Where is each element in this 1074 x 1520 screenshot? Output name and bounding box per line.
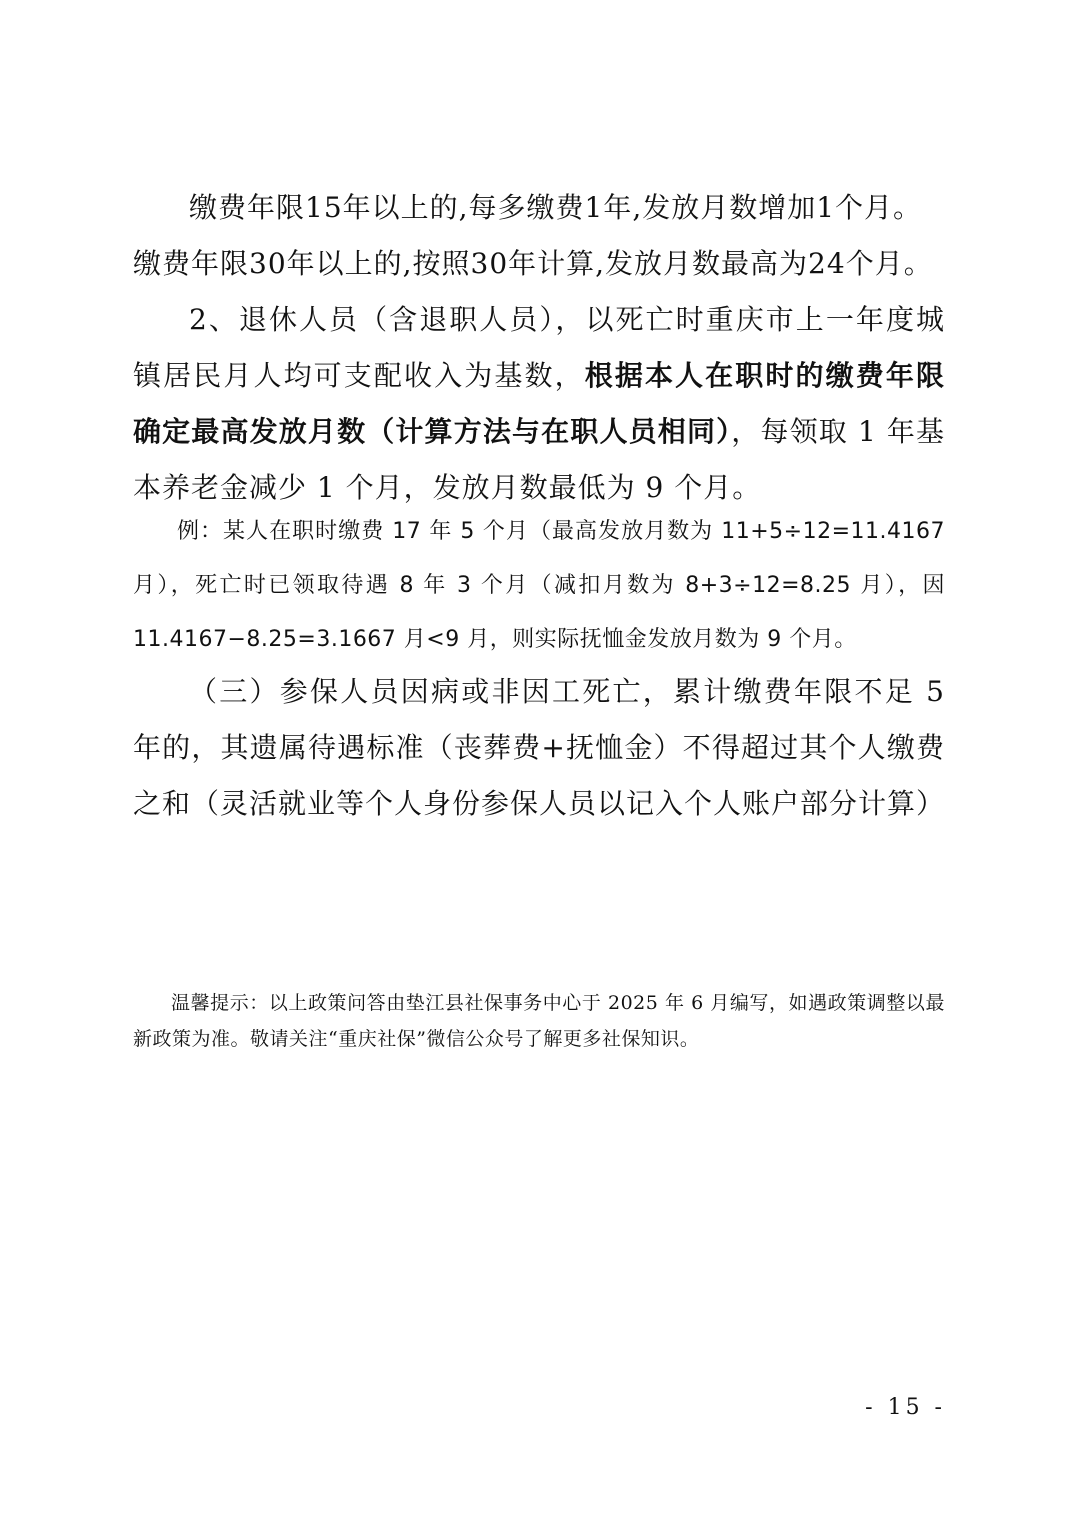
paragraph-3: （三）参保人员因病或非因工死亡，累计缴费年限不足 5 年的，其遗属待遇标准（丧葬费+抚恤金）不得超过其个人缴费之和（灵活就业等个人身份参保人员以记入个人账户部分计算） [133, 675, 946, 820]
paragraph-2-bold: 根据本人在职时的缴费年限确定最高发放月数（计算方法与在职人员相同） [133, 359, 945, 448]
paragraph-2-end: ，每领取 1 年基本养老金减少 1 个月，发放月数最低为 9 个月。 [133, 415, 945, 504]
paragraph-1-line-2: 缴费年限30年以上的,按照30年计算,发放月数最高为24个月。 [133, 247, 933, 280]
example-paragraph: 例：某人在职时缴费 17 年 5 个月（最高发放月数为 11+5÷12=11.4167 月），死亡时已领取待遇 8 年 3 个月（减扣月数为 8+3÷12=8.25 月），因 11.4167−8.25=3.1667 月<9 月，则实际抚恤金发放月数为 9 个月。 [133, 519, 945, 652]
warm-tip: 温馨提示：以上政策问答由垫江县社保事务中心于 2025 年 6 月编写，如遇政策调整以最新政策为准。敬请关注“重庆社保”微信公众号了解更多社保知识。 [133, 992, 945, 1050]
paragraph-2-start: 2、退休人员（含退职人员），以死亡时重庆市上一年度城镇居民月人均可支配收入为基数， [133, 303, 945, 392]
paragraph-2 [133, 292, 945, 516]
page-number: - 15 - [865, 1395, 946, 1420]
paragraph-1-line-1: 缴费年限15年以上的,每多缴费1年,发放月数增加1个月。 [189, 191, 923, 224]
